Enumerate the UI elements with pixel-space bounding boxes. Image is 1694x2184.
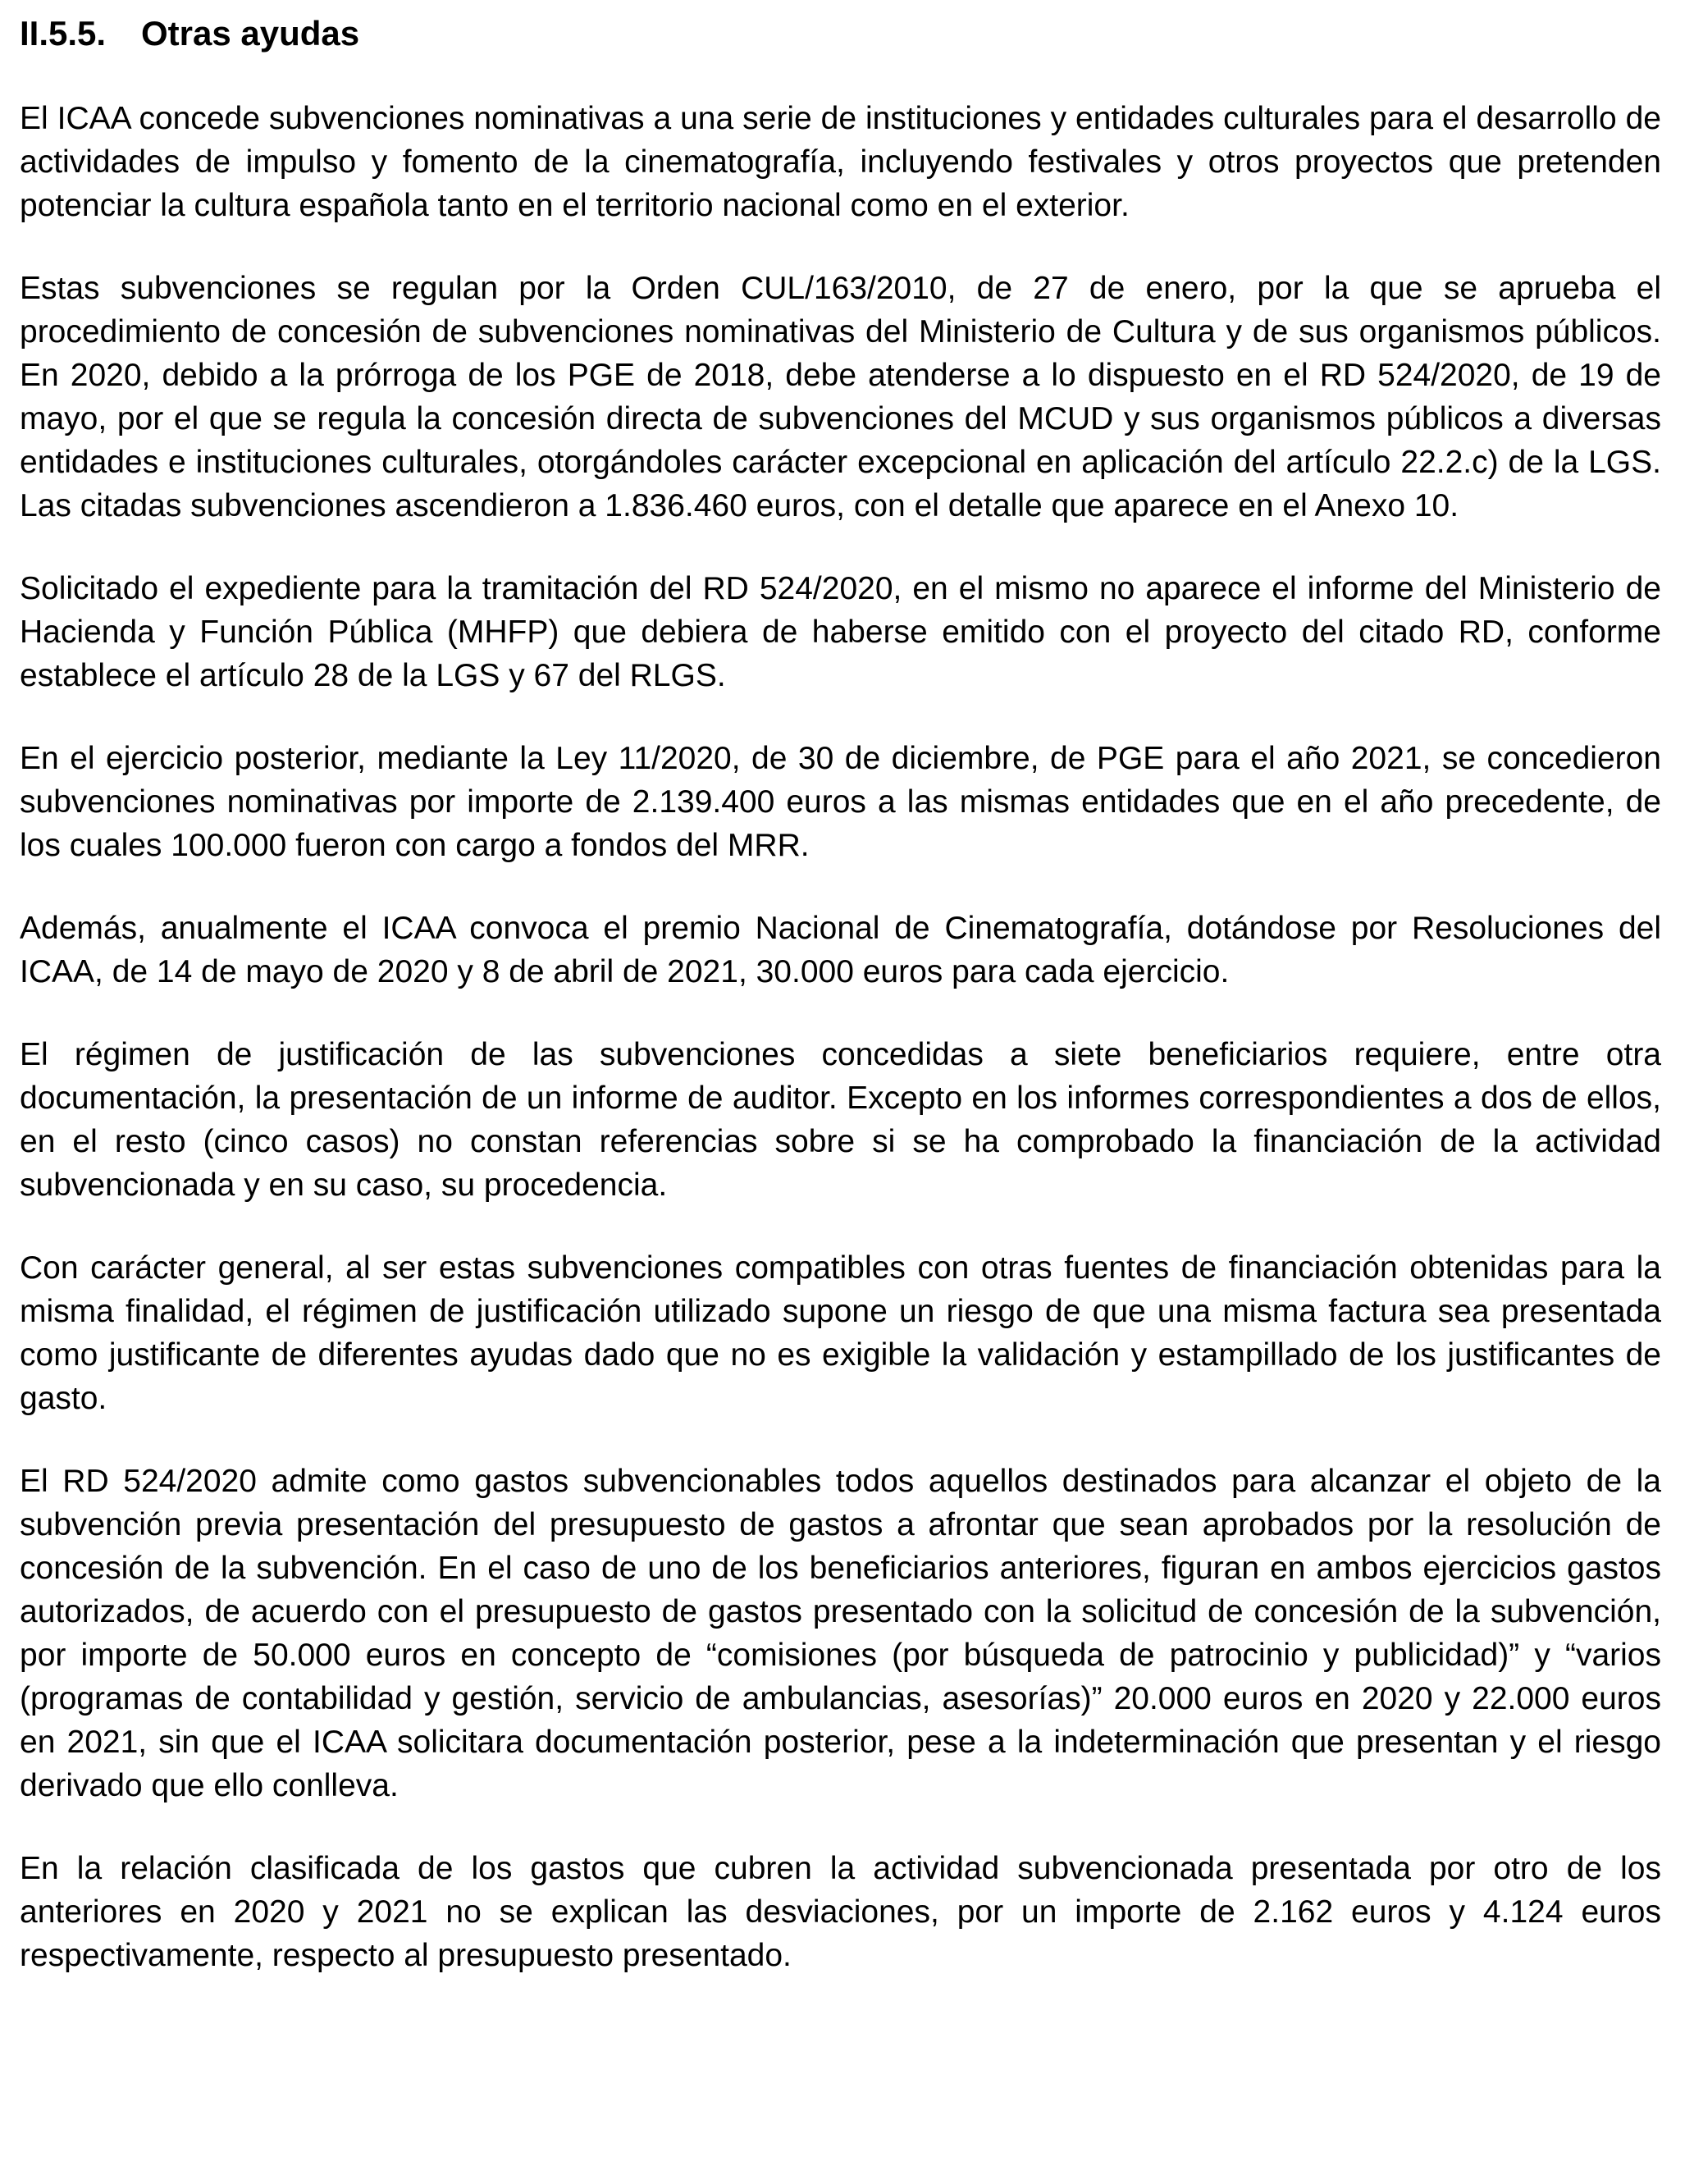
paragraph: En el ejercicio posterior, mediante la Ley 11/2020, de 30 de diciembre, de PGE para el año 2021, se concedieron subvenciones nominativas por importe de 2.139.400 euros a las mismas entidades que en el año precedente, de los cuales 100.000 fueron con cargo a fondos del MRR. — [20, 741, 1661, 863]
section-number: II.5.5. — [20, 14, 107, 53]
paragraph: Con carácter general, al ser estas subvenciones compatibles con otras fuentes de financiación obtenidas para la misma finalidad, el régimen de justificación utilizado supone un riesgo de que una misma factura sea presentada como justificante de diferentes ayudas dado que no es exigible la validación y estampillado de los justificantes de gasto. — [20, 1250, 1661, 1416]
section-heading — [20, 11, 1661, 55]
paragraph: Además, anualmente el ICAA convoca el premio Nacional de Cinematografía, dotándose por Resoluciones del ICAA, de 14 de mayo de 2020 y 8 de abril de 2021, 30.000 euros para cada ejercicio. — [20, 911, 1661, 989]
section-title: Otras ayudas — [141, 14, 360, 53]
paragraph: Solicitado el expediente para la tramitación del RD 524/2020, en el mismo no aparece el informe del Ministerio de Hacienda y Función Pública (MHFP) que debiera de haberse emitido con el proyecto del citado RD, conforme establece el artículo 28 de la LGS y 67 del RLGS. — [20, 571, 1661, 693]
document-body — [20, 97, 1661, 1977]
paragraph: El régimen de justificación de las subvenciones concedidas a siete beneficiarios requiere, entre otra documentación, la presentación de un informe de auditor. Excepto en los informes correspondientes a dos de ellos, en el resto (cinco casos) no constan referencias sobre si se ha comprobado la financiación de la actividad subvencionada y en su caso, su procedencia. — [20, 1037, 1661, 1203]
paragraph: Estas subvenciones se regulan por la Orden CUL/163/2010, de 27 de enero, por la que se aprueba el procedimiento de concesión de subvenciones nominativas del Ministerio de Cultura y de sus organismos públicos. En 2020, debido a la prórroga de los PGE de 2018, debe atenderse a lo dispuesto en el RD 524/2020, de 19 de mayo, por el que se regula la concesión directa de subvenciones del MCUD y sus organismos públicos a diversas entidades e instituciones culturales, otorgándoles carácter excepcional en aplicación del artículo 22.2.c) de la LGS. Las citadas subvenciones ascendieron a 1.836.460 euros, con el detalle que aparece en el Anexo 10. — [20, 271, 1661, 523]
paragraph: El RD 524/2020 admite como gastos subvencionables todos aquellos destinados para alcanzar el objeto de la subvención previa presentación del presupuesto de gastos a afrontar que sean aprobados por la resolución de concesión de la subvención. En el caso de uno de los beneficiarios anteriores, figuran en ambos ejercicios gastos autorizados, de acuerdo con el presupuesto de gastos presentado con la solicitud de concesión de la subvención, por importe de 50.000 euros en concepto de “comisiones (por búsqueda de patrocinio y publicidad)” y “varios (programas de contabilidad y gestión, servicio de ambulancias, asesorías)” 20.000 euros en 2020 y 22.000 euros en 2021, sin que el ICAA solicitara documentación posterior, pese a la indeterminación que presentan y el riesgo derivado que ello conlleva. — [20, 1464, 1661, 1803]
paragraph: El ICAA concede subvenciones nominativas a una serie de instituciones y entidades culturales para el desarrollo de actividades de impulso y fomento de la cinematografía, incluyendo festivales y otros proyectos que pretenden potenciar la cultura española tanto en el territorio nacional como en el exterior. — [20, 101, 1661, 223]
paragraph: En la relación clasificada de los gastos que cubren la actividad subvencionada presentada por otro de los anteriores en 2020 y 2021 no se explican las desviaciones, por un importe de 2.162 euros y 4.124 euros respectivamente, respecto al presupuesto presentado. — [20, 1851, 1661, 1973]
